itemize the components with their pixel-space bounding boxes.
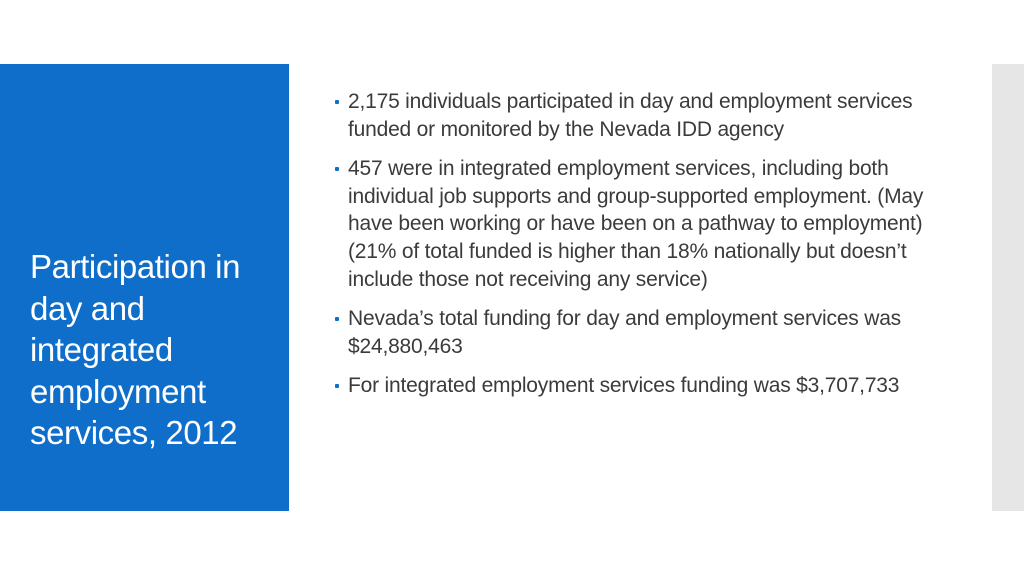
title-panel — [0, 64, 289, 511]
bullet-text: 2,175 individuals participated in day and employment services funded or monitored by the Nevada IDD agency — [348, 90, 913, 141]
bullet-list — [332, 88, 932, 412]
bullet-text: Nevada’s total funding for day and employment services was $24,880,463 — [348, 307, 901, 358]
bullet-marker-icon — [335, 100, 339, 104]
bullet-marker-icon — [335, 384, 339, 388]
slide-title: Participation in day and integrated employment services, 2012 — [30, 248, 241, 451]
bullet-item — [332, 305, 932, 360]
bullet-marker-icon — [335, 167, 339, 171]
bullet-text: 457 were in integrated employment services, including both individual job supports and group-supported employment. (May have been working or have been on a pathway to employment) (21% of total funded is higher than 18% nationally but doesn’t include those not receiving any service) — [348, 157, 924, 291]
bullet-marker-icon — [335, 317, 339, 321]
side-decoration-strip — [992, 64, 1024, 511]
bullet-item — [332, 372, 932, 400]
bullet-item — [332, 155, 932, 293]
bullet-text: For integrated employment services funding was $3,707,733 — [348, 374, 900, 398]
bullet-item — [332, 88, 932, 143]
